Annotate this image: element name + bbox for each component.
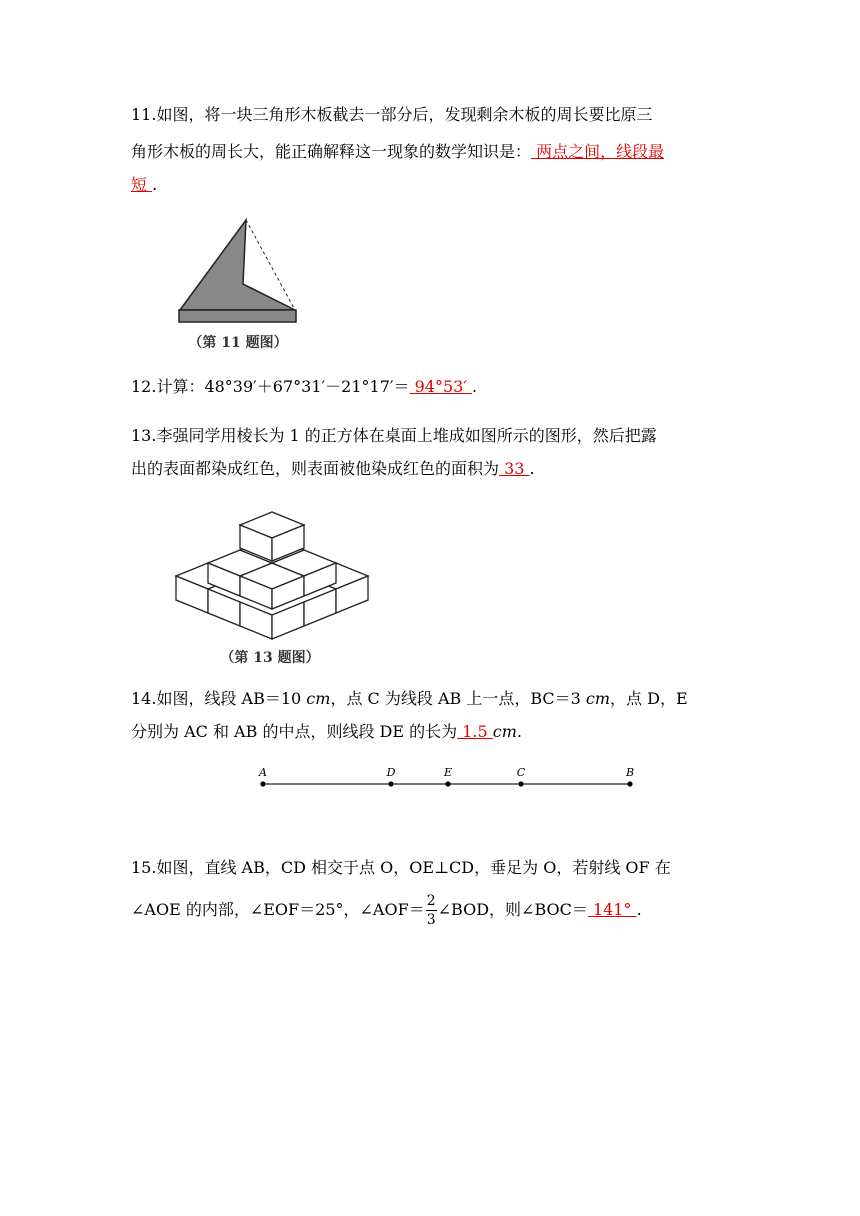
q14-label-e: E bbox=[443, 766, 453, 779]
q13-answer: 33 bbox=[499, 459, 530, 478]
q14-text-c: ，点 D，E bbox=[610, 689, 688, 708]
q14-point-c bbox=[518, 781, 523, 786]
q14-label-b: B bbox=[625, 766, 635, 779]
q15-answer: 141° bbox=[587, 900, 637, 919]
q11-text: 角形木板的周长大，能正确解释这一现象的数学知识是： bbox=[131, 142, 532, 161]
q13-text: 出的表面都染成红色，则表面被他染成红色的面积为 bbox=[131, 459, 500, 478]
q12-text: 12.计算：48°39′＋67°31′－21°17′＝ bbox=[131, 377, 410, 396]
q11-period: . bbox=[152, 175, 158, 194]
q12-answer: 94°53′ bbox=[409, 377, 473, 396]
q14-point-d bbox=[388, 781, 393, 786]
q12-line bbox=[131, 376, 477, 398]
q14-point-a bbox=[260, 781, 265, 786]
q15-text-a: ∠AOE 的内部，∠EOF＝25°，∠AOF＝ bbox=[131, 900, 425, 919]
q14-line-1 bbox=[131, 688, 688, 710]
q11-answer-part2: 短 bbox=[131, 175, 153, 194]
q15-frac-num: 2 bbox=[426, 893, 436, 909]
q14-label-d: D bbox=[386, 766, 396, 779]
q15-period: . bbox=[636, 900, 642, 919]
q11-line-2 bbox=[131, 141, 664, 163]
q12-period: . bbox=[472, 377, 478, 396]
q11-line-3 bbox=[131, 174, 157, 196]
q13-cubes bbox=[176, 512, 368, 639]
q14-text: 分别为 AC 和 AB 的中点，则线段 DE 的长为 bbox=[131, 722, 458, 741]
q15-line-1: 15.如图，直线 AB，CD 相交于点 O，OE⊥CD，垂足为 O，若射线 OF 在 bbox=[131, 858, 671, 877]
q13-caption: （第 13 题图） bbox=[220, 650, 320, 666]
q14-text-a: 14.如图，线段 AB＝10 bbox=[131, 689, 307, 708]
q11-board-base bbox=[179, 310, 296, 322]
q13-line-1: 13.李强同学用棱长为 1 的正方体在桌面上堆成如图所示的图形，然后把露 bbox=[131, 426, 657, 445]
q15-line-2 bbox=[131, 890, 642, 930]
q14-text-b: ，点 C 为线段 AB 上一点，BC＝3 bbox=[330, 689, 586, 708]
q11-caption: （第 11 题图） bbox=[188, 335, 288, 351]
q14-unit-3: cm bbox=[492, 722, 517, 741]
q14-segment-figure bbox=[250, 762, 650, 796]
q14-unit-1: cm bbox=[306, 689, 331, 708]
q11-line-1: 11.如图，将一块三角形木板截去一部分后，发现剩余木板的周长要比原三 bbox=[131, 105, 653, 124]
q11-answer-part1: 两点之间，线段最 bbox=[531, 142, 665, 161]
q14-unit-2: cm bbox=[585, 689, 611, 708]
q14-label-a: A bbox=[259, 766, 267, 779]
q13-period: . bbox=[529, 459, 535, 478]
q14-answer: 1.5 bbox=[457, 722, 493, 741]
q15-frac-den: 3 bbox=[426, 912, 436, 928]
q13-cube-stack-figure bbox=[170, 505, 375, 670]
q11-board-remaining bbox=[180, 220, 295, 310]
q13-line-2 bbox=[131, 458, 535, 480]
q15-text-b: ∠BOD，则∠BOC＝ bbox=[437, 900, 588, 919]
q15-fraction bbox=[426, 892, 437, 929]
q14-label-c: C bbox=[516, 766, 526, 779]
q14-period: . bbox=[516, 722, 522, 741]
q14-line-2 bbox=[131, 721, 522, 743]
q14-point-e bbox=[445, 781, 450, 786]
q11-figure bbox=[170, 212, 310, 354]
q14-point-b bbox=[627, 781, 632, 786]
